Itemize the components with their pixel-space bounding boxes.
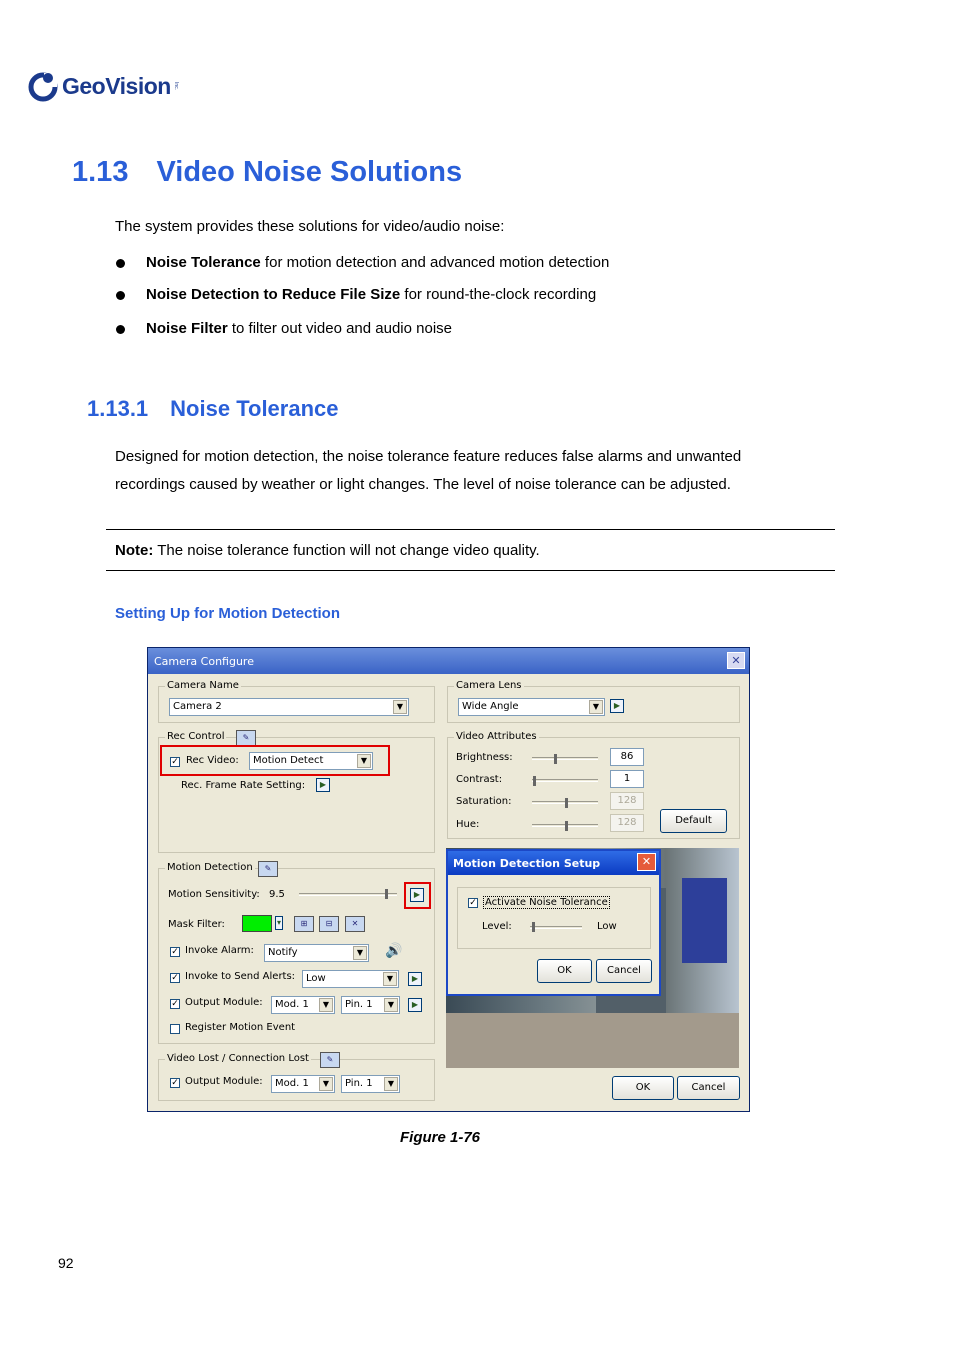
video-lost-pin-select[interactable] [341,1075,400,1093]
chevron-down-icon: ▼ [383,972,397,986]
output-pin-select[interactable] [341,996,400,1014]
camera-lens-label: Camera Lens [456,680,522,691]
dialog-cancel-button[interactable]: Cancel [596,959,652,983]
brightness-field[interactable]: 86 [610,748,644,766]
bullet-bold: Noise Filter [146,320,228,337]
window-titlebar [148,648,749,674]
logo-sub: Inc. [172,81,179,91]
subsection-paragraph [115,443,741,499]
cancel-button[interactable]: Cancel [677,1076,740,1100]
video-lost-label: Video Lost / Connection Lost [167,1053,309,1064]
note-label: Note: [115,542,154,559]
rec-video-checkbox[interactable]: ✓ [171,757,179,767]
invoke-alerts-select[interactable] [302,970,399,988]
rec-control-label: Rec Control [167,731,225,742]
slider-thumb[interactable] [554,754,557,764]
mask-subtract-icon[interactable]: ⊟ [319,916,339,932]
rec-frame-rate-button[interactable]: ▶ [316,778,330,792]
page-number: 92 [58,1255,74,1271]
preview-board [682,878,727,963]
bullet-dot-icon [116,291,125,300]
subsection-number: 1.13.1 [87,396,149,421]
rec-video-label: Rec Video: [186,755,239,766]
logo-text: GeoVision [62,72,171,99]
output-settings-button[interactable]: ▶ [408,998,422,1012]
camera-configure-window [147,647,750,1112]
invoke-alerts-label: Invoke to Send Alerts: [185,971,296,982]
note-top-rule [106,529,835,530]
subsection-title: Noise Tolerance [170,396,339,421]
brightness-slider[interactable] [532,757,598,760]
video-attributes-group [447,731,740,839]
camera-name-label: Camera Name [167,680,239,691]
camera-lens-group [447,680,740,723]
close-icon[interactable]: ✕ [637,853,656,871]
slider-thumb[interactable] [385,889,388,899]
slider-thumb[interactable] [533,776,536,786]
activate-noise-checkbox[interactable]: ✓ [469,898,477,908]
dialog-title: Motion Detection Setup [453,857,601,870]
saturation-slider[interactable] [532,801,598,804]
paragraph-line: recordings caused by weather or light changes. The level of noise tolerance can be adjusted. [115,476,731,493]
chevron-down-icon: ▼ [319,998,333,1012]
invoke-alarm-checkbox[interactable]: ✓ [171,947,179,957]
section-heading [72,156,462,189]
bullet-rest: for motion detection and advanced motion detection [260,254,610,271]
noise-tolerance-group [457,887,651,949]
camera-lens-value: Wide Angle [462,701,519,712]
figure-caption: Figure 1-76 [399,1129,481,1146]
rec-control-group [158,731,435,853]
chevron-down-icon: ▼ [384,998,398,1012]
hue-slider[interactable] [532,824,598,827]
invoke-alerts-checkbox[interactable]: ✓ [171,973,179,983]
subsection-heading [87,396,339,422]
setup-heading: Setting Up for Motion Detection [115,605,340,622]
hue-label: Hue: [456,819,480,830]
video-lost-schedule-button[interactable]: ✎ [320,1052,340,1068]
camera-lens-select[interactable] [458,698,605,716]
close-icon[interactable]: ✕ [727,652,745,669]
invoke-alarm-value: Notify [268,947,298,958]
section-title: Video Noise Solutions [156,156,463,188]
section-number: 1.13 [72,156,129,188]
invoke-alarm-label: Invoke Alarm: [185,945,254,956]
note-bottom-rule [106,570,835,571]
mask-filter-label: Mask Filter: [168,919,225,930]
mask-color-swatch[interactable] [242,915,272,932]
note-text: The noise tolerance function will not change video quality. [153,542,540,559]
invoke-alerts-value: Low [306,973,326,984]
default-button[interactable]: Default [660,809,727,833]
chevron-down-icon: ▼ [393,700,407,714]
level-value: Low [597,921,617,932]
contrast-label: Contrast: [456,774,503,785]
saturation-field: 128 [610,792,644,810]
highlight-box [160,745,390,776]
module-value: Mod. 1 [275,1078,309,1089]
paragraph-line: Designed for motion detection, the noise tolerance feature reduces false alarms and unwanted [115,448,742,465]
video-lost-group [158,1053,435,1101]
slider-thumb[interactable] [532,922,535,932]
alerts-settings-button[interactable]: ▶ [408,972,422,986]
motion-detection-schedule-button[interactable]: ✎ [258,861,278,877]
bullet-bold: Noise Tolerance [146,254,261,271]
speaker-icon[interactable]: 🔊 [385,943,403,959]
rec-control-schedule-button[interactable]: ✎ [236,730,256,746]
highlight-box [404,882,431,909]
activate-noise-label: Activate Noise Tolerance [485,897,608,908]
dialog-ok-button[interactable]: OK [537,959,592,983]
dialog-titlebar [448,851,659,875]
mask-clear-icon[interactable]: ✕ [345,916,365,932]
bullet-rest: for round-the-clock recording [400,286,597,303]
video-attributes-label: Video Attributes [456,731,537,742]
preview-floor [446,1013,739,1068]
bullet-dot-icon [116,259,125,268]
motion-detection-group [158,862,435,1044]
video-lost-module-select[interactable] [271,1075,335,1093]
motion-sensitivity-label: Motion Sensitivity: [168,889,260,900]
pin-value: Pin. 1 [345,999,373,1010]
chevron-down-icon: ▼ [384,1077,398,1091]
chevron-down-icon: ▼ [589,700,603,714]
motion-sensitivity-slider[interactable] [299,893,397,896]
contrast-field[interactable]: 1 [610,770,644,788]
geovision-logo [28,66,179,106]
module-value: Mod. 1 [275,999,309,1010]
mask-color-dropdown[interactable]: ▾ [275,916,283,930]
level-label: Level: [482,921,512,932]
note [115,537,540,565]
output-module-checkbox[interactable]: ✓ [171,999,179,1009]
camera-name-select[interactable] [169,698,409,716]
register-motion-label: Register Motion Event [185,1022,296,1033]
saturation-label: Saturation: [456,796,512,807]
intro-text: The system provides these solutions for video/audio noise: [115,218,505,235]
motion-advanced-button[interactable]: ▶ [410,888,424,902]
rec-frame-rate-label: Rec. Frame Rate Setting: [181,780,306,791]
output-module-label: Output Module: [185,997,263,1008]
motion-detection-setup-dialog [446,849,661,996]
lens-settings-button[interactable]: ▶ [610,699,624,713]
slider-thumb[interactable] [565,821,568,831]
bullet-bold: Noise Detection to Reduce File Size [146,286,401,303]
bullet-dot-icon [116,325,125,334]
camera-name-value: Camera 2 [173,701,222,712]
bullet-rest: to filter out video and audio noise [227,320,453,337]
brightness-label: Brightness: [456,752,513,763]
invoke-alarm-select[interactable] [264,944,369,962]
window-title: Camera Configure [154,655,254,668]
chevron-down-icon: ▼ [319,1077,333,1091]
video-lost-output-checkbox[interactable]: ✓ [171,1078,179,1088]
register-motion-checkbox[interactable] [170,1024,180,1034]
chevron-down-icon: ▼ [357,754,371,768]
output-module-select[interactable] [271,996,335,1014]
ok-button[interactable]: OK [612,1076,674,1100]
rec-video-value: Motion Detect [253,755,324,766]
pin-value: Pin. 1 [345,1078,373,1089]
hue-field: 128 [610,814,644,832]
geovision-logo-mark-icon [28,69,58,103]
motion-sensitivity-value: 9.5 [269,889,285,900]
level-slider[interactable] [530,926,582,929]
camera-name-group [158,680,435,723]
mask-add-icon[interactable]: ⊞ [294,916,314,932]
slider-thumb[interactable] [565,798,568,808]
contrast-slider[interactable] [532,779,598,782]
chevron-down-icon: ▼ [353,946,367,960]
video-lost-output-label: Output Module: [185,1076,263,1087]
motion-detection-label: Motion Detection [167,862,253,873]
